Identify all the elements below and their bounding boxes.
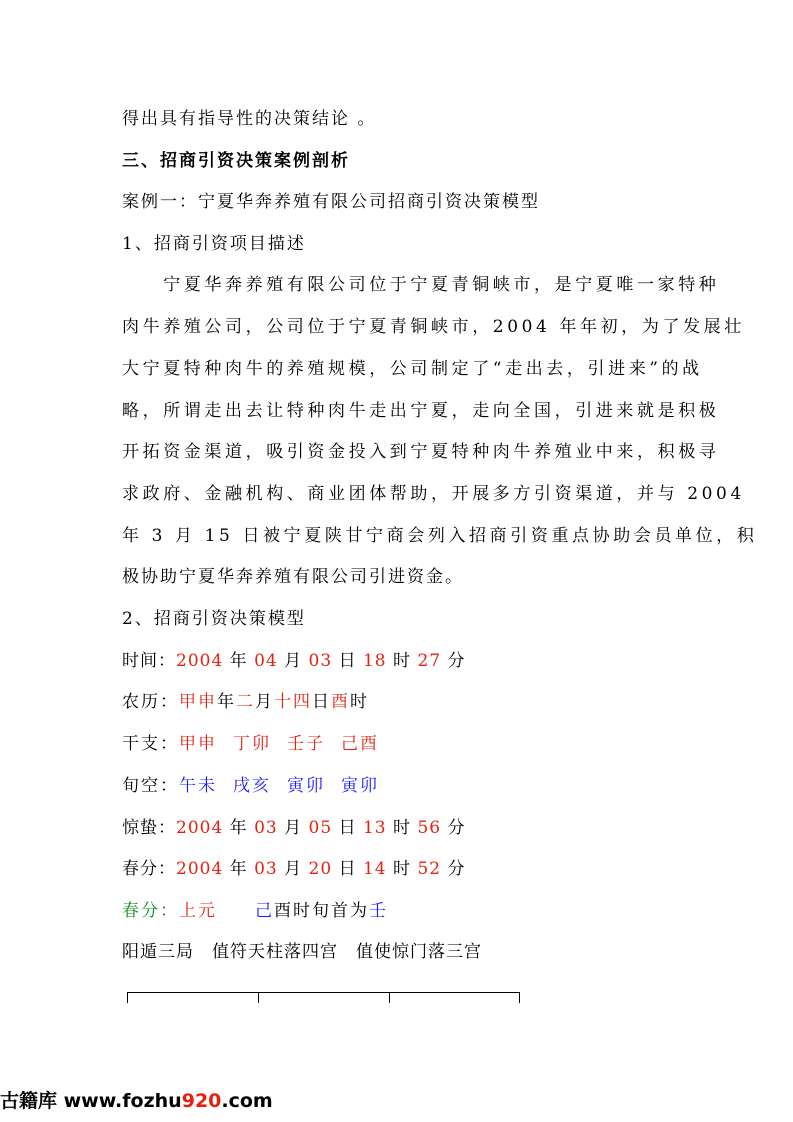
unit: 时 (386, 859, 418, 879)
unit: 日 (332, 859, 363, 879)
value: 己 (255, 901, 274, 921)
unit: 年 (223, 818, 255, 838)
xunkong-line (122, 775, 379, 797)
paragraph-line: 大宁夏特种肉牛的养殖规模，公司制定了“走出去，引进来”的战 (122, 359, 703, 379)
unit: 时 (386, 651, 418, 671)
unit: 分 (441, 859, 466, 879)
label: 春分： (122, 901, 179, 921)
value: 56 (417, 818, 442, 838)
unit: 时 (350, 692, 369, 712)
value: 18 (362, 651, 387, 671)
value: 05 (308, 818, 333, 838)
value: 2004 (176, 859, 224, 879)
chunfen-line (122, 858, 465, 880)
value: 2004 (176, 651, 224, 671)
value: 04 (254, 651, 278, 671)
unit: 月 (277, 651, 309, 671)
text-line: 得出具有指导性的决策结论 。 (122, 109, 377, 129)
section-heading: 三、招商引资决策案例剖析 (122, 151, 350, 171)
yuan-line (122, 900, 388, 922)
value: 上元 (179, 901, 217, 921)
value: 己酉 (341, 734, 379, 754)
value: 2004 (176, 818, 224, 838)
label: 惊蛰： (122, 818, 176, 838)
value: 甲申 (179, 692, 217, 712)
paragraph-line: 开拓资金渠道，吸引资金投入到宁夏特种肉牛养殖业中来，积极寻 (122, 442, 720, 462)
label: 旬空： (122, 776, 179, 796)
unit: 时 (386, 818, 418, 838)
paragraph-line: 宁夏华奔养殖有限公司位于宁夏青铜峡市，是宁夏唯一家特种 (122, 275, 720, 295)
value: 寅卯 (341, 776, 379, 796)
subheading: 1、招商引资项目描述 (122, 234, 306, 254)
case-title: 案例一：宁夏华奔养殖有限公司招商引资决策模型 (122, 192, 540, 212)
paragraph-line: 略，所谓走出去让特种肉牛走出宁夏，走向全国，引进来就是积极 (122, 401, 720, 421)
unit: 月 (277, 818, 309, 838)
unit: 分 (441, 651, 466, 671)
value: 戌亥 (233, 776, 271, 796)
ju-line: 阳遁三局 值符天柱落四宫 值使惊门落三宫 (122, 942, 482, 962)
label: 时间： (122, 651, 176, 671)
value: 20 (308, 859, 333, 879)
value: 13 (362, 818, 387, 838)
value: 寅卯 (287, 776, 325, 796)
paragraph-line: 年 3 月 15 日被宁夏陕甘宁商会列入招商引资重点协助会员单位，积 (122, 526, 758, 546)
label: 农历： (122, 692, 179, 712)
unit: 日 (332, 651, 363, 671)
value: 丁卯 (233, 734, 271, 754)
paragraph-line: 极协助宁夏华奔养殖有限公司引进资金。 (122, 567, 464, 587)
paragraph-line: 求政府、金融机构、商业团体帮助，开展多方引资渠道，并与 2004 (122, 484, 745, 504)
value: 午未 (179, 776, 217, 796)
value: 03 (254, 859, 278, 879)
unit: 年 (223, 651, 255, 671)
jingzhe-line (122, 817, 465, 839)
value: 27 (417, 651, 442, 671)
table-top-border (127, 992, 520, 1004)
unit: 日 (312, 692, 331, 712)
unit: 分 (441, 818, 466, 838)
paragraph-line: 肉牛养殖公司，公司位于宁夏青铜峡市，2004 年年初，为了发展壮 (122, 317, 745, 337)
lunar-line (122, 691, 369, 713)
subheading: 2、招商引资决策模型 (122, 609, 306, 629)
unit: 月 (255, 692, 274, 712)
unit: 日 (332, 818, 363, 838)
footer-watermark (0, 1086, 273, 1116)
ganzhi-line (122, 733, 379, 755)
value: 酉 (331, 692, 350, 712)
value: 壬子 (287, 734, 325, 754)
footer-text: 古籍库 www.fozhu (0, 1090, 182, 1112)
text: 酉时旬首为 (274, 901, 369, 921)
value: 二 (236, 692, 255, 712)
value: 14 (362, 859, 387, 879)
time-line (122, 650, 465, 672)
unit: 年 (223, 859, 255, 879)
label: 春分： (122, 859, 176, 879)
unit: 月 (277, 859, 309, 879)
label: 干支： (122, 734, 179, 754)
value: 52 (417, 859, 442, 879)
value: 壬 (369, 901, 388, 921)
footer-domain: .com (221, 1090, 273, 1112)
value: 03 (254, 818, 278, 838)
unit: 年 (217, 692, 236, 712)
footer-number: 920 (181, 1090, 222, 1112)
value: 03 (308, 651, 333, 671)
value: 甲申 (179, 734, 217, 754)
value: 十四 (274, 692, 312, 712)
